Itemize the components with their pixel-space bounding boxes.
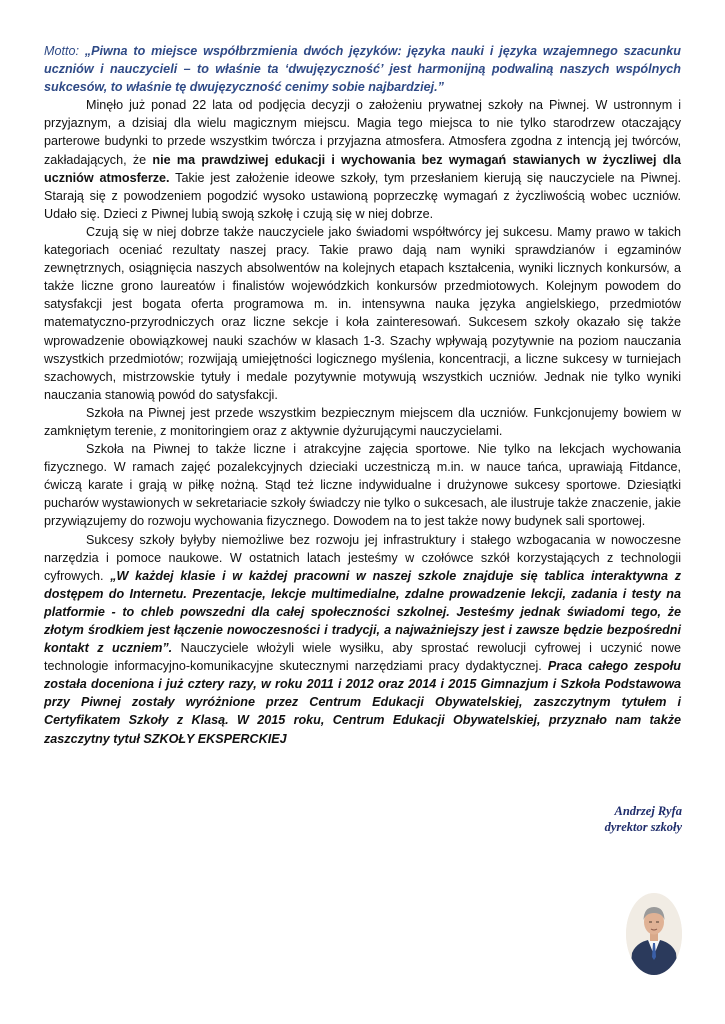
technology-text-2: Nauczyciele włożyli wiele wysiłku, aby sprostać rewolucji cyfrowej i uczynić nowe technologie informacyjno-komunikacyjne skutecznymi narzędziami pracy dydaktycznej. [44,641,682,674]
paragraph-safety: Szkoła na Piwnej jest przede wszystkim bezpiecznym miejscem dla uczniów. Funkcjonujemy bowiem w zamkniętym terenie, z monitoringiem oraz z aktywnie dyżurującymi nauczycielami. [44,405,681,438]
technology-quote: „W każdej klasie i w każdej pracowni w naszej szkole znajduje się tablica interaktywna z dostępem do Internetu. Prezentacje, lekcje multimedialne, zdalne prowadzenie lekcji, zadania i testy na platformie - to chleb powszedni dla całej społeczności szkolnej. Jesteśmy jednak świadomi tego, że złotym środkiem jest łączenie nowoczesności i tradycji, a najważniejszy jest i zawsze będzie bezpośredni kontakt z uczniem”. [44,568,681,656]
intro-text-end: Takie jest założenie ideowe szkoły, tym przesłaniem kierują się nauczyciele na Piwnej. Starają się z powodzeniem pogodzić wysoko ustawioną poprzeczkę wymagań z życzliwością wobec uczniów. Udało się. Dzieci z Piwnej lubią swoją szkołę i czują się w niej dobrze. [44,170,681,221]
paragraph-sports: Szkoła na Piwnej to także liczne i atrakcyjne zajęcia sportowe. Nie tylko na lekcjach wychowania fizycznego. W ramach zajęć pozalekcyjnych dzieciaki uczestniczą m.in. w nauce tańca, uprawiają Fitdance, ćwiczą karate i grają w piłkę nożną. Stąd też liczne indywidualne i drużynowe sukcesy sportowe. Dziesiątki pucharów wystawionych w sekretariacie szkoły świadczy nie tylko o sukcesach, ale ilustruje także znaczenie, jakie przywiązujemy do rozwoju wychowania fizycznego. Dowodem na to jest także nowy budynek sali sportowej. [44,442,681,529]
signature-name: Andrzej Ryfa [614,804,682,818]
paragraph-technology [44,531,681,748]
signature-block [605,803,682,835]
signature-role: dyrektor szkoły [604,820,682,834]
paragraph-teachers: Czują się w niej dobrze także nauczyciele jako świadomi współtwórcy jej sukcesu. Mamy prawo w takich kategoriach oceniać rezultaty naszej pracy. Takie prawo dają nam wyniki sprawdzianów i egzaminów zewnętrznych, osiągnięcia naszych absolwentów na kolejnych etapach kształcenia, wyniki licznych konkursów, a także liczne grono laureatów i finalistów wojewódzkich konkursów przedmiotowych. Kolejnym powodem do satysfakcji jest bogata oferta programowa m. in. intensywna nauka języka angielskiego, przedmiotów matematyczno-przyrodniczych oraz liczne sekcje i koła zainteresowań. Sukcesem szkoły okazało się także wprowadzenie obowiązkowej nauki szachów w klasach 1-3. Szachy wpływają pozytywnie na poziom nauczania wszystkich przedmiotów; rozwijają umiejętności logicznego myślenia, koncentracji, a liczne sukcesy w turniejach szachowych, mistrzowskie tytuły i medale pozytywnie motywują wszystkich uczniów. Jednak nie tylko wyniki nauczania stanowią powód do satysfakcji. [44,224,681,402]
motto [44,42,681,96]
portrait-icon [626,893,682,975]
awards-text: Praca całego zespołu została doceniona i już cztery razy, w roku 2011 i 2012 oraz 2014 i 2015 Gimnazjum i Szkoła Podstawowa przy Piwnej zostały wyróżnione przez Centrum Edukacji Obywatelskiej, zaszczytnym tytułem i Certyfikatem Szkoły z Klasą. W 2015 roku, Centrum Edukacji Obywatelskiej, przyznało nam także zaszczytny tytuł SZKOŁY EKSPERCKIEJ [44,659,681,746]
director-photo [626,893,682,975]
intro-text: Minęło już ponad 22 lata od podjęcia decyzji o założeniu prywatnej szkoły na Piwnej. W ustronnym i przyjaznym, a dzisiaj dla wielu magicznym miejscu. Magia tego miejsca to nie tylko starodrzew otaczający parterowe budynki to przede wszystkim twórcza i przyjazna atmosfera. Atmosfera zgodna z intencją jej twórców, zakładających, że [44,98,681,167]
intro-emphasis: nie ma prawdziwej edukacji i wychowania bez wymagań stawianych w życzliwej dla uczniów atmosferze. [44,152,682,185]
paragraph-intro [44,96,681,223]
letter-body [44,42,681,748]
motto-label: Motto: [44,44,79,58]
motto-quote: „Piwna to miejsce współbrzmienia dwóch języków: języka nauki i języka wzajemnego szacunku uczniów i nauczycieli – to właśnie ta ‘dwujęzyczność’ jest harmonijną podwaliną naszych wspólnych sukcesów, to właśnie tę dwujęzyczność cenimy sobie najbardziej.” [44,44,681,95]
technology-text: Sukcesy szkoły byłyby niemożliwe bez rozwoju jej infrastruktury i stałego wzbogacania w nowoczesne narzędzia i pomoce naukowe. W ostatnich latach jesteśmy w czołówce szkół korzystających z technologii cyfrowych. [44,532,681,583]
